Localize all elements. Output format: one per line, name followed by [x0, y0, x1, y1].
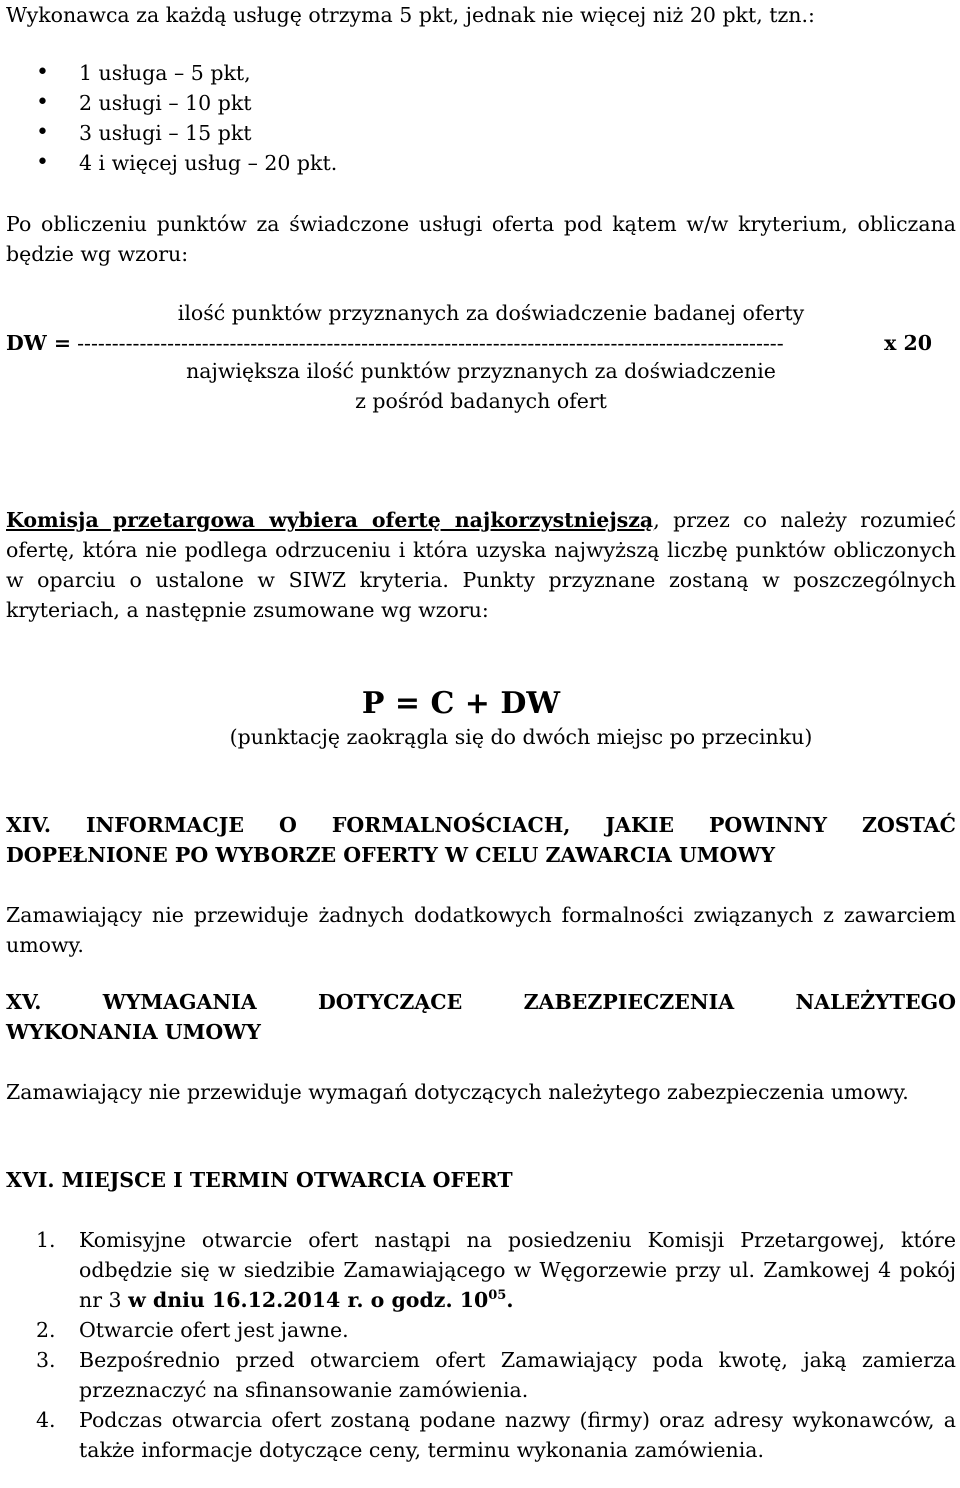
section-xiv-heading: XIV. INFORMACJE O FORMALNOŚCIACH, JAKIE POWINNY ZOSTAĆ	[6, 813, 956, 837]
sum-formula: P = C + DW	[361, 686, 561, 721]
formula-numerator: ilość punktów przyznanych za doświadczenie badanej oferty	[177, 301, 805, 325]
experience-formula	[6, 298, 956, 416]
list-item	[6, 1315, 956, 1345]
list-item: • 4 i więcej usług – 20 pkt.	[6, 148, 956, 178]
list-item-number: 3.	[36, 1348, 56, 1372]
list-item-text: Otwarcie ofert jest jawne.	[79, 1318, 349, 1342]
commission-rest: , przez co należy rozumieć ofertę, która nie podlega odrzuceniu i która uzyska najwyższą liczbę punktów obliczonych w oparciu o ustalone w SIWZ kryteria. Punkty przyznane zostaną w poszczególnych kryteriach, a następnie zsumowane wg wzoru:	[6, 508, 956, 622]
list-item-text: Podczas otwarcia ofert zostaną podane nazwy (firmy) oraz adresy wykonawców, a także informacje dotyczące ceny, terminu wykonania zamówienia.	[79, 1408, 956, 1462]
formula-lhs: DW =	[6, 331, 72, 355]
rounding-note: (punktację zaokrągla się do dwóch miejsc po przecinku)	[229, 725, 813, 749]
calculation-intro: Po obliczeniu punktów za świadczone usługi oferta pod kątem w/w kryterium, obliczana będzie wg wzoru:	[6, 212, 956, 266]
formula-denominator: największa ilość punktów przyznanych za doświadczenie	[186, 359, 776, 383]
formula-denominator-2: z pośród badanych ofert	[355, 389, 607, 413]
list-item	[6, 1405, 956, 1465]
opening-date: w dniu 16.12.2014 r. o godz. 10	[128, 1288, 489, 1312]
list-item-text: Bezpośrednio przed otwarciem ofert Zamawiający poda kwotę, jaką zamierza przeznaczyć na sfinansowanie zamówienia.	[79, 1348, 956, 1402]
section-xvi-heading: XVI. MIEJSCE I TERMIN OTWARCIA OFERT	[6, 1168, 513, 1192]
list-item	[6, 1225, 956, 1315]
list-item-end: .	[506, 1288, 514, 1312]
list-item: • 3 usługi – 15 pkt	[6, 118, 956, 148]
commission-paragraph	[6, 505, 956, 625]
section-xv-text: Zamawiający nie przewiduje wymagań dotyczących należytego zabezpieczenia umowy.	[6, 1080, 909, 1104]
list-item	[6, 1345, 956, 1405]
formula-line	[6, 328, 956, 358]
opening-list	[6, 1225, 956, 1465]
list-item-number: 1.	[36, 1228, 56, 1252]
commission-bold: Komisja przetargowa wybiera ofertę najkorzystniejszą	[6, 508, 654, 532]
list-item-number: 4.	[36, 1408, 56, 1432]
intro-text: Wykonawca za każdą usługę otrzyma 5 pkt, jednak nie więcej niż 20 pkt, tzn.:	[6, 3, 815, 27]
list-item: • 2 usługi – 10 pkt	[6, 88, 956, 118]
fraction-bar: ------------------------------------------------------------------------------------------------------	[77, 331, 784, 355]
list-item-number: 2.	[36, 1318, 56, 1342]
list-item-text: Komisyjne otwarcie ofert nastąpi na posiedzeniu Komisji Przetargowej, które odbędzie się w siedzibie Zamawiającego w Węgorzewie przy ul. Zamkowej 4 pokój nr 3	[79, 1228, 956, 1312]
section-xv-heading-2: WYKONANIA UMOWY	[6, 1020, 261, 1044]
points-list	[6, 58, 956, 178]
opening-minutes: 05	[488, 1288, 507, 1303]
section-xiv-heading-2: DOPEŁNIONE PO WYBORZE OFERTY W CELU ZAWARCIA UMOWY	[6, 843, 775, 867]
list-item: • 1 usługa – 5 pkt,	[6, 58, 956, 88]
formula-multiplier: x 20	[884, 331, 932, 355]
section-xvi	[6, 1165, 956, 1465]
section-xv	[6, 987, 956, 1107]
section-xv-heading: XV. WYMAGANIA DOTYCZĄCE ZABEZPIECZENIA NALEŻYTEGO	[6, 990, 956, 1014]
section-xiv-text: Zamawiający nie przewiduje żadnych dodatkowych formalności związanych z zawarciem umowy.	[6, 903, 956, 957]
section-xiv	[6, 810, 956, 960]
